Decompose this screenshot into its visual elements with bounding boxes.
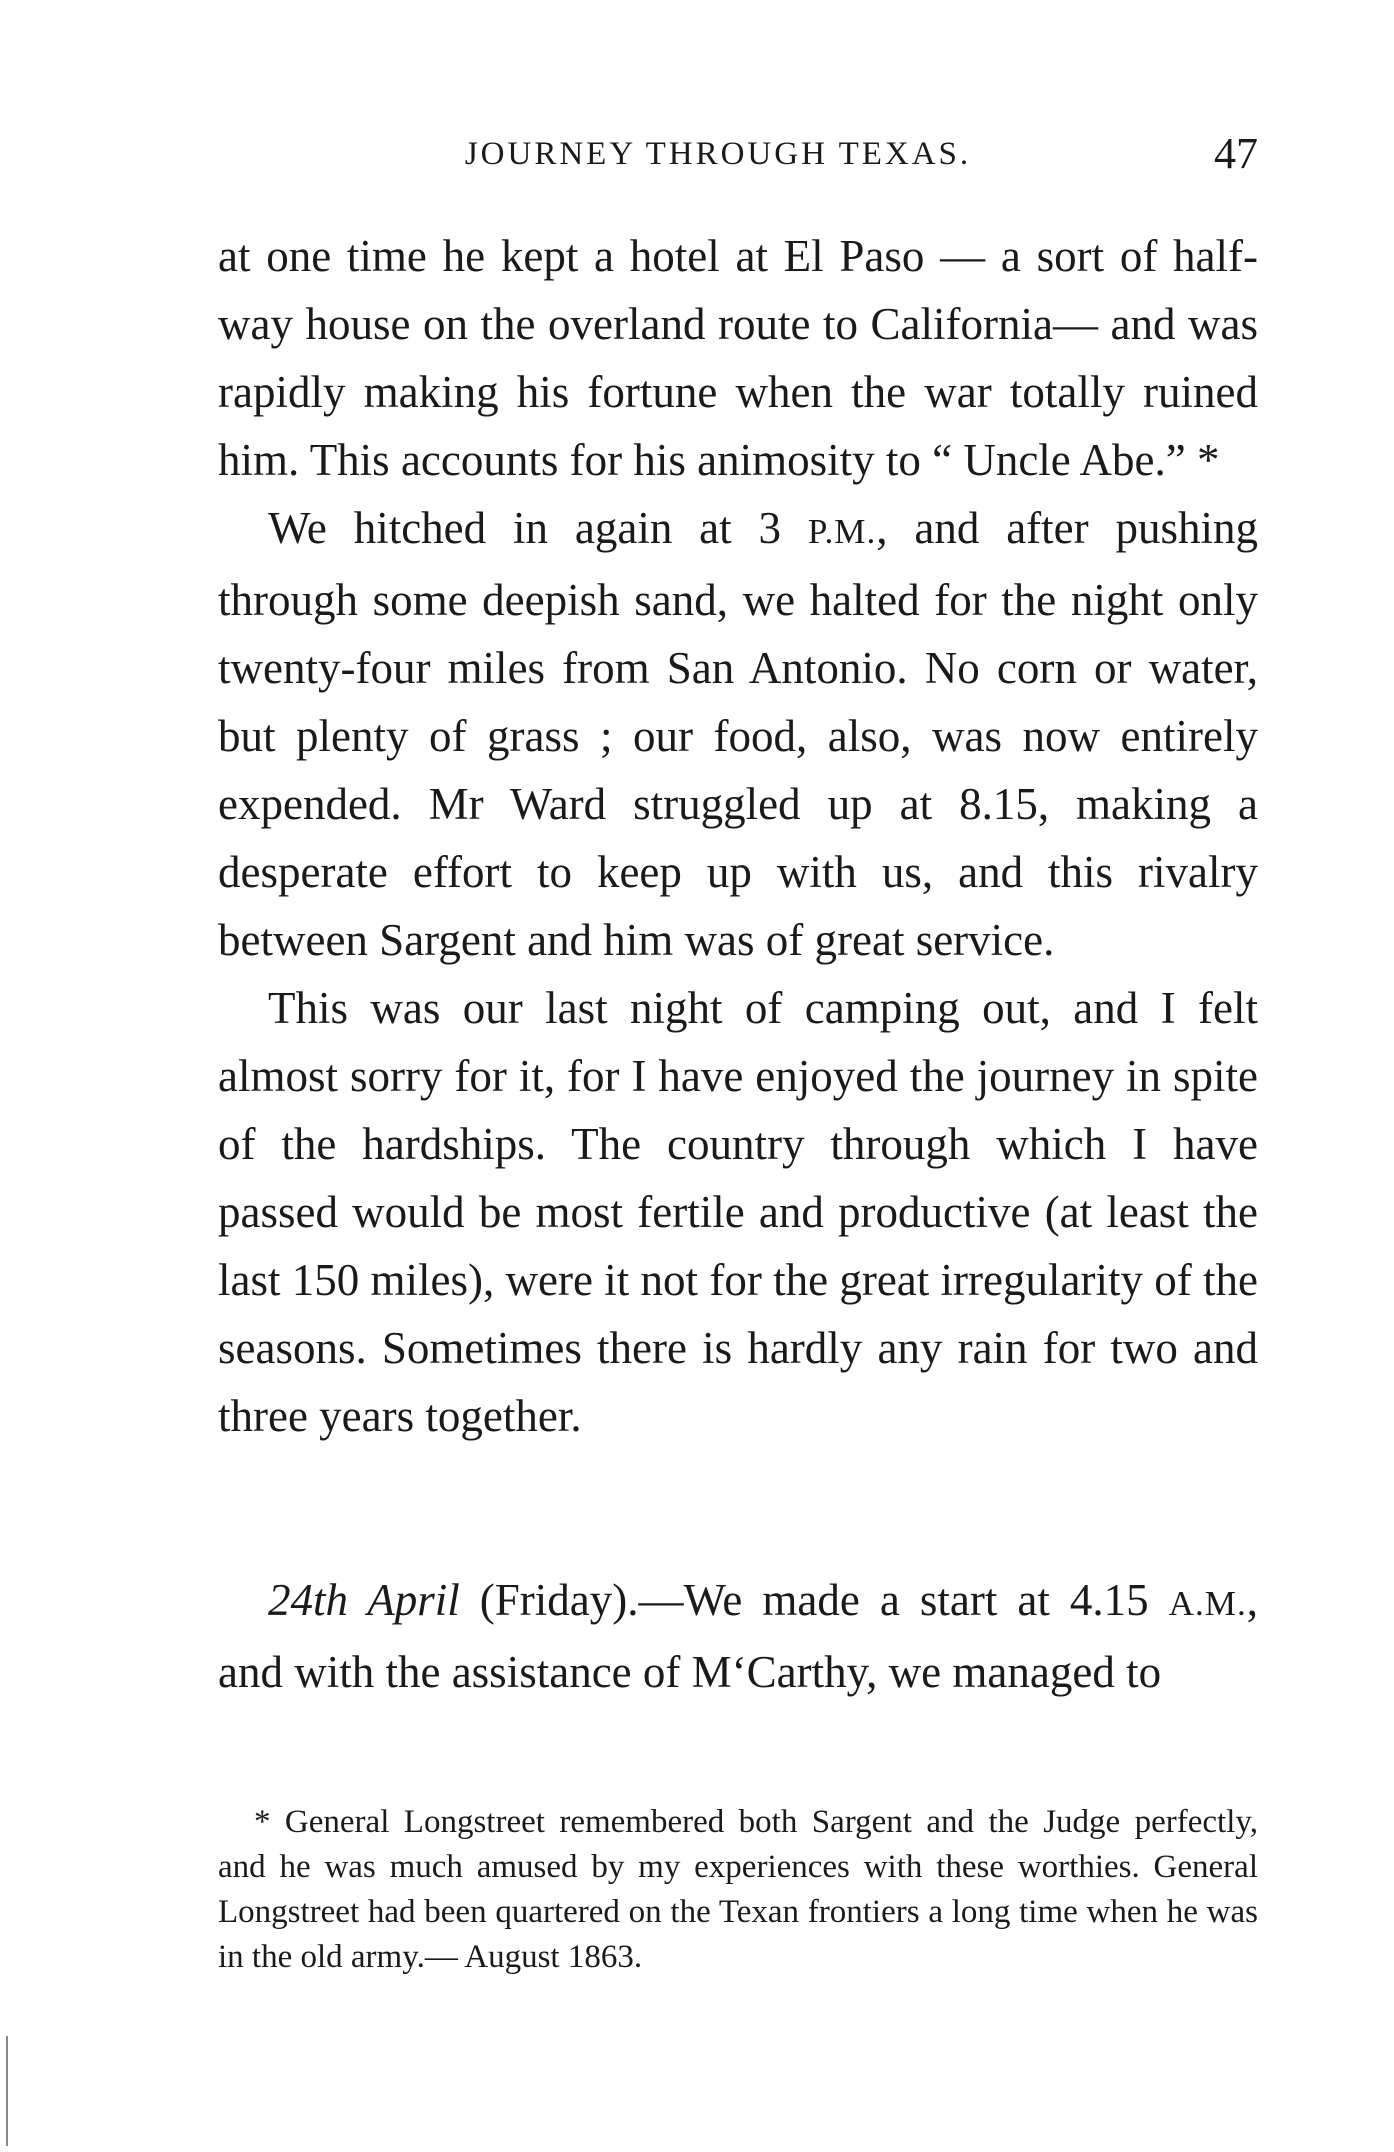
scan-edge-mark (6, 2036, 8, 2146)
paragraph-hitched-end: , and after pushing through some deepish sand, we halted for the night only twenty-four miles from San Antonio. No corn or water, but plenty of grass ; our food, also, was now entirely expended. Mr Ward struggled up at 8.15, making a desperate effort to keep up with us, and this rivalry between Sargent and him was of great service. (218, 503, 1258, 965)
paragraph-hitched-start: We hitched in again at 3 (268, 503, 808, 553)
time-am: A.M. (1168, 1584, 1247, 1623)
footnote: * General Longstreet remembered both Sargent and the Judge perfectly, and he was much amused by my experiences with these worthies. General Longstreet had been quartered on the Texan frontiers a long time when he was in the old army.— August 1863. (218, 1804, 1258, 1975)
paragraph-continuation: at one time he kept a hotel at El Paso — a sort of half-way house on the overland route to California— and was rapidly making his fortune when the war totally ruined him. This accounts for his animosity to “ Uncle Abe.” * (218, 231, 1258, 485)
body-text (218, 222, 1258, 1450)
running-title: JOURNEY THROUGH TEXAS. (464, 136, 972, 172)
entry-text-start: (Friday).—We made a start at 4.15 (459, 1575, 1169, 1625)
paragraph-last-night: This was our last night of camping out, and I felt almost sorry for it, for I have enjoyed the journey in spite of the hardships. The country through which I have passed would be most fertile and productive (at least the last 150 miles), were it not for the great irregularity of the seasons. Sometimes there is hardly any rain for two and three years together. (218, 983, 1258, 1441)
time-pm: P.M. (807, 512, 877, 551)
entry-text-end: , and with the assistance of M‘Carthy, we managed to (218, 1575, 1258, 1697)
diary-entry (218, 1566, 1258, 1706)
entry-date: 24th April (268, 1575, 460, 1625)
running-head (218, 128, 1258, 178)
page-number: 47 (1214, 129, 1258, 178)
paragraph-hitched (218, 494, 1258, 974)
